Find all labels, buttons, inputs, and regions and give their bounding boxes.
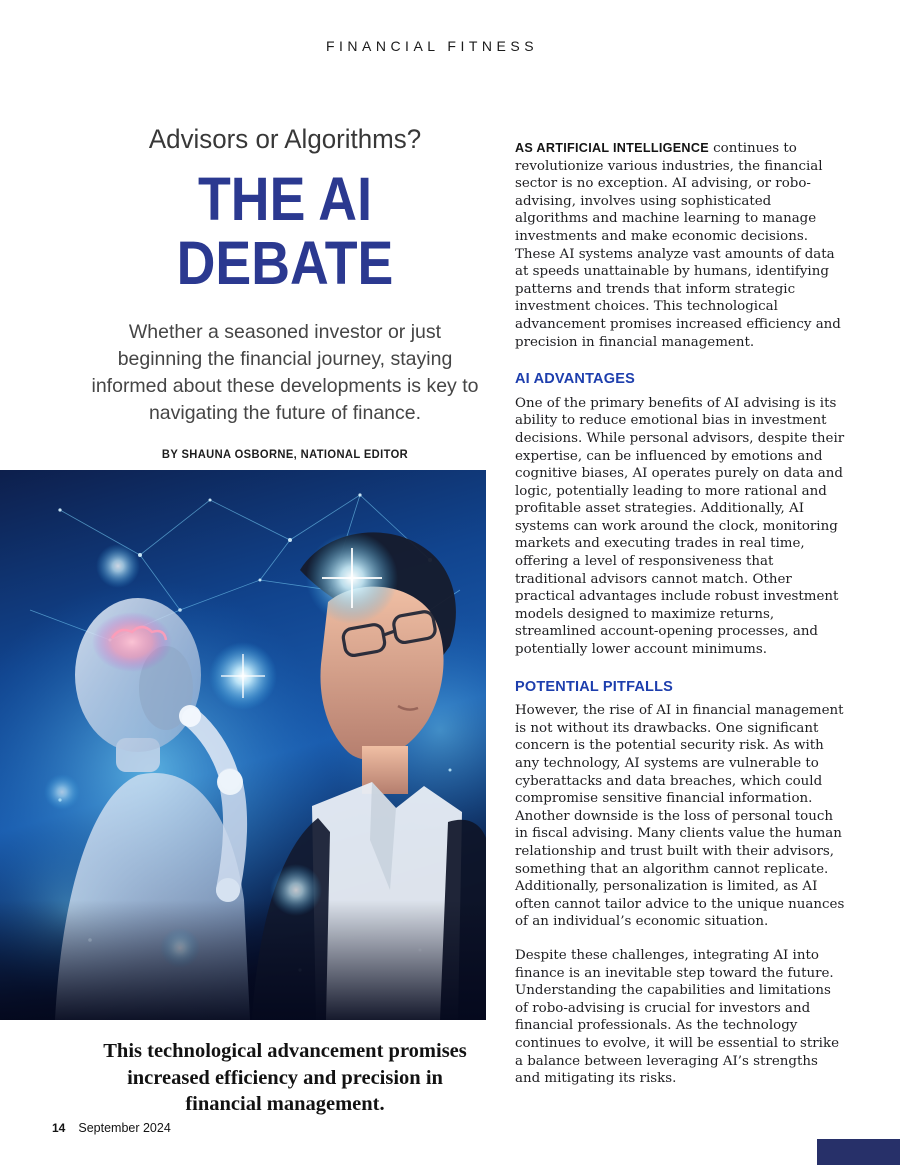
article-body (515, 140, 847, 1104)
issue-date: September 2024 (78, 1121, 171, 1135)
pull-quote: This technological advancement promises increased efficiency and precision in financial management. (103, 1040, 467, 1115)
section-heading-potential-pitfalls: POTENTIAL PITFALLS (515, 678, 674, 695)
section-heading-ai-advantages: AI ADVANTAGES (515, 371, 635, 388)
article-intro-text: continues to revolutionize various industries, the financial sector is no exception. AI advising, or robo-advising, involves using sophisticated algorithms and machine learning to manage investments and make economic decisions. These AI systems analyze vast amounts of data at speeds unattainable by humans, identifying patterns and trends that inform strategic investment choices. This technological advancement promises increased efficiency and precision in financial management. (515, 141, 841, 350)
article-byline: BY SHAUNA OSBORNE, NATIONAL EDITOR (161, 449, 409, 461)
feature-photo (0, 470, 486, 1020)
article-title-line1: THE AI (198, 165, 372, 233)
article-title (109, 167, 461, 295)
feature-header (85, 124, 485, 461)
page-footer (52, 1121, 171, 1135)
article-title-line2: DEBATE (176, 229, 394, 297)
corner-tab (817, 1139, 900, 1165)
section-paragraph: One of the primary benefits of AI advising is its ability to reduce emotional bias in investment decisions. While personal advisors, despite their expertise, can be influenced by emotions and cognitive biases, AI operates purely on data and logic, potentially leading to more rational and profitable asset strategies. Additionally, AI systems can work around the clock, monitoring markets and executing trades in real time, offering a level of responsiveness that traditional advisors cannot match. Other practical advantages include robust investment models designed to maximize returns, streamlined account-opening processes, and potentially lower account minimums. (515, 395, 845, 658)
section-paragraph: However, the rise of AI in financial management is not without its drawbacks. One significant concern is the potential security risk. As with any technology, AI systems are vulnerable to cyberattacks and data breaches, which could compromise sensitive financial information. Another downside is the loss of personal touch in fiscal advising. Many clients value the human relationship and trust built with their advisors, something that an algorithm cannot replicate. Additionally, personalization is limited, as AI often cannot tailor advice to the unique nuances of an individual’s economic situation. (515, 703, 845, 930)
section-kicker: FINANCIAL FITNESS (325, 38, 539, 54)
feature-photo-illustration (0, 470, 486, 1020)
article-lead-in: AS ARTIFICIAL INTELLIGENCE (515, 141, 709, 155)
article-eyebrow: Advisors or Algorithms? (148, 124, 422, 154)
article-intro-paragraph (515, 140, 847, 351)
article-dek: Whether a seasoned investor or just beginning the financial journey, staying informed about these developments is key to navigating the future of finance. (91, 321, 479, 424)
page-number: 14 (52, 1121, 66, 1135)
section-paragraph: Despite these challenges, integrating AI into finance is an inevitable step toward the future. Understanding the capabilities and limitations of robo-advising is crucial for investors and financial professionals. As the technology continues to evolve, it will be essential to strike a balance between leveraging AI’s strengths and mitigating its risks. (515, 947, 840, 1087)
